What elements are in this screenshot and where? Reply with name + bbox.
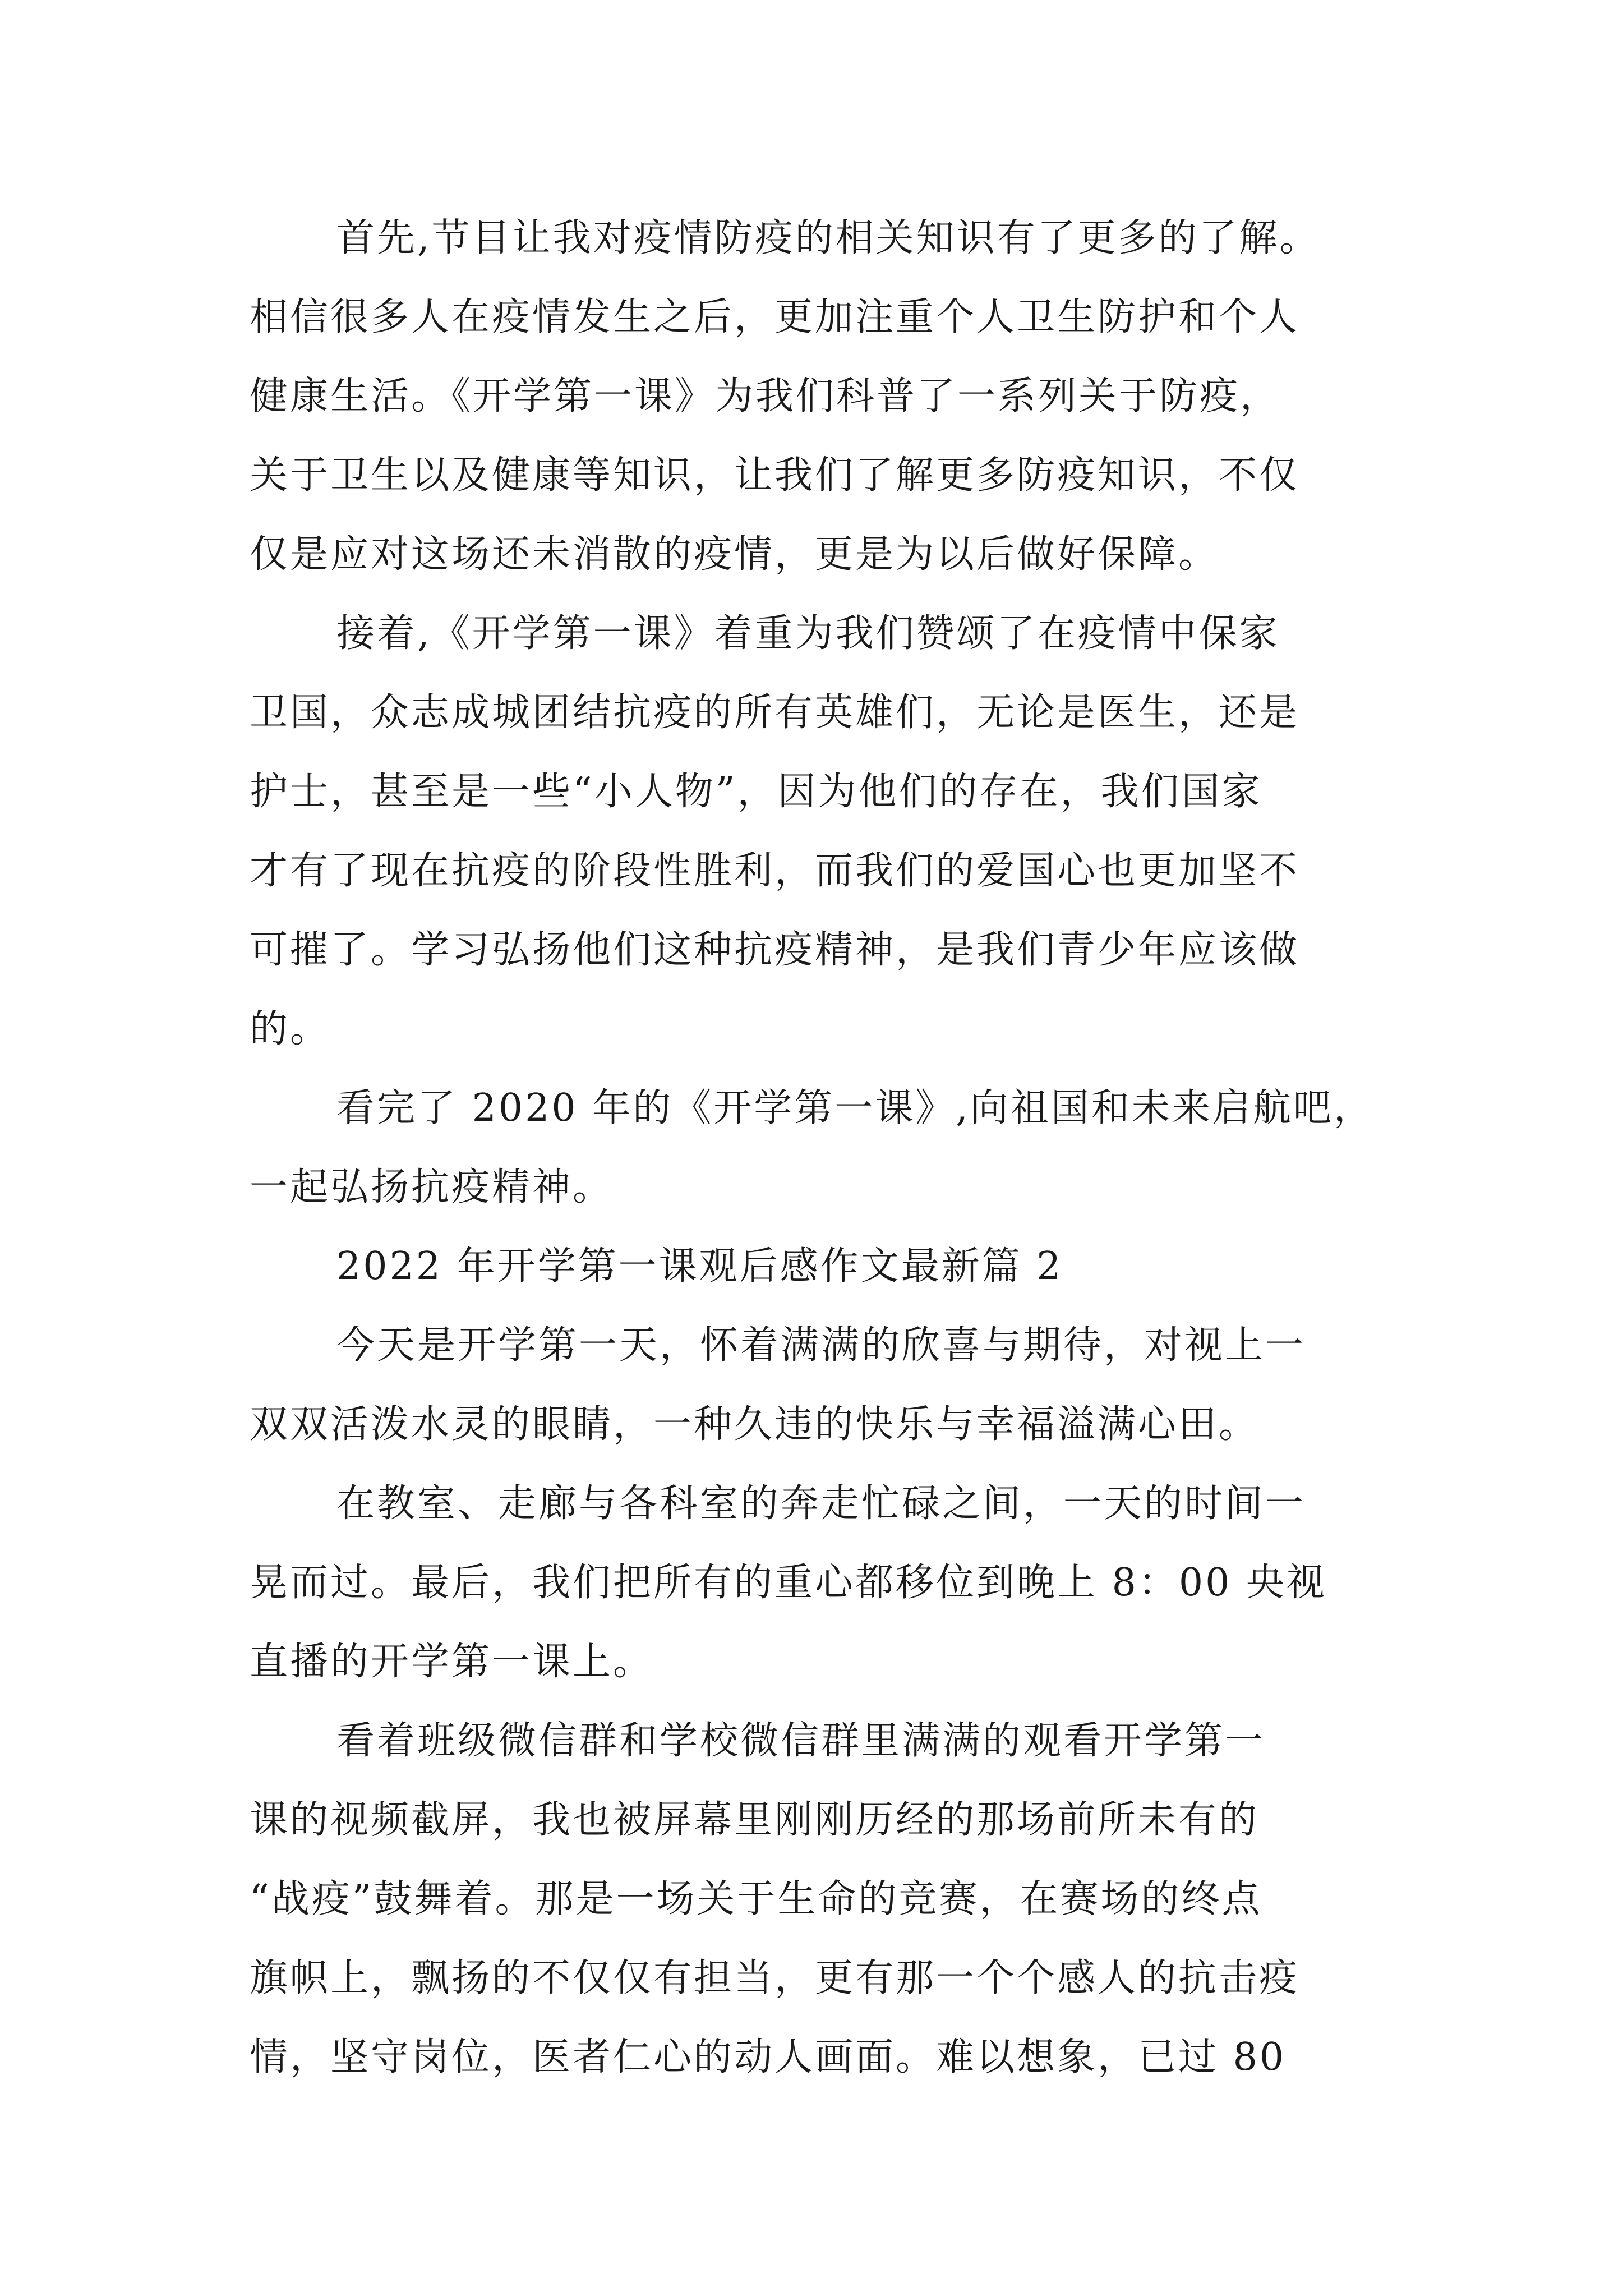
paragraph-line: 关于卫生以及健康等知识，让我们了解更多防疫知识，不仅 bbox=[250, 453, 1300, 498]
paragraph-line: 看着班级微信群和学校微信群里满满的观看开学第一 bbox=[336, 1719, 1266, 1763]
paragraph-line: 情，坚守岗位，医者仁心的动人画面。难以想象，已过 80 bbox=[250, 2035, 1287, 2079]
paragraph-line: 仅是应对这场还未消散的疫情，更是为以后做好保障。 bbox=[250, 532, 1219, 577]
paragraph-line: 旗帜上，飘扬的不仅仅有担当，更有那一个个感人的抗击疫 bbox=[250, 1956, 1300, 2000]
paragraph-line: 健康生活。《开学第一课》为我们科普了一系列关于防疫， bbox=[250, 374, 1281, 418]
paragraph-line: 才有了现在抗疫的阶段性胜利，而我们的爱国心也更加坚不 bbox=[250, 849, 1300, 893]
paragraph-line: 课的视频截屏，我也被屏幕里刚刚历经的那场前所未有的 bbox=[250, 1798, 1260, 1842]
paragraph-line: 在教室、走廊与各科室的奔走忙碌之间，一天的时间一 bbox=[336, 1481, 1306, 1526]
paragraph-line: “战疫”鼓舞着。那是一场关于生命的竞赛，在赛场的终点 bbox=[250, 1877, 1262, 1921]
section-heading: 2022 年开学第一课观后感作文最新篇 2 bbox=[336, 1244, 1063, 1289]
paragraph-line: 首先,节目让我对疫情防疫的相关知识有了更多的了解。 bbox=[336, 216, 1320, 260]
paragraph-line: 的。 bbox=[250, 1007, 331, 1051]
paragraph-line: 双双活泼水灵的眼睛，一种久违的快乐与幸福溢满心田。 bbox=[250, 1402, 1260, 1447]
paragraph-line: 直播的开学第一课上。 bbox=[250, 1640, 654, 1684]
paragraph-line: 可摧了。学习弘扬他们这种抗疫精神，是我们青少年应该做 bbox=[250, 928, 1300, 972]
paragraph-line: 接着,《开学第一课》着重为我们赞颂了在疫情中保家 bbox=[336, 611, 1280, 656]
paragraph-line: 晃而过。最后，我们把所有的重心都移位到晚上 8：00 央视 bbox=[250, 1561, 1327, 1605]
paragraph-line: 今天是开学第一天，怀着满满的欣喜与期待，对视上一 bbox=[336, 1323, 1306, 1368]
paragraph-line: 看完了 2020 年的《开学第一课》,向祖国和未来启航吧， bbox=[336, 1086, 1374, 1130]
paragraph-line: 相信很多人在疫情发生之后，更加注重个人卫生防护和个人 bbox=[250, 295, 1300, 339]
paragraph-line: 护士，甚至是一些“小人物”，因为他们的存在，我们国家 bbox=[250, 770, 1262, 814]
paragraph-line: 一起弘扬抗疫精神。 bbox=[250, 1165, 614, 1209]
paragraph-line: 卫国，众志成城团结抗疫的所有英雄们，无论是医生，还是 bbox=[250, 691, 1300, 735]
